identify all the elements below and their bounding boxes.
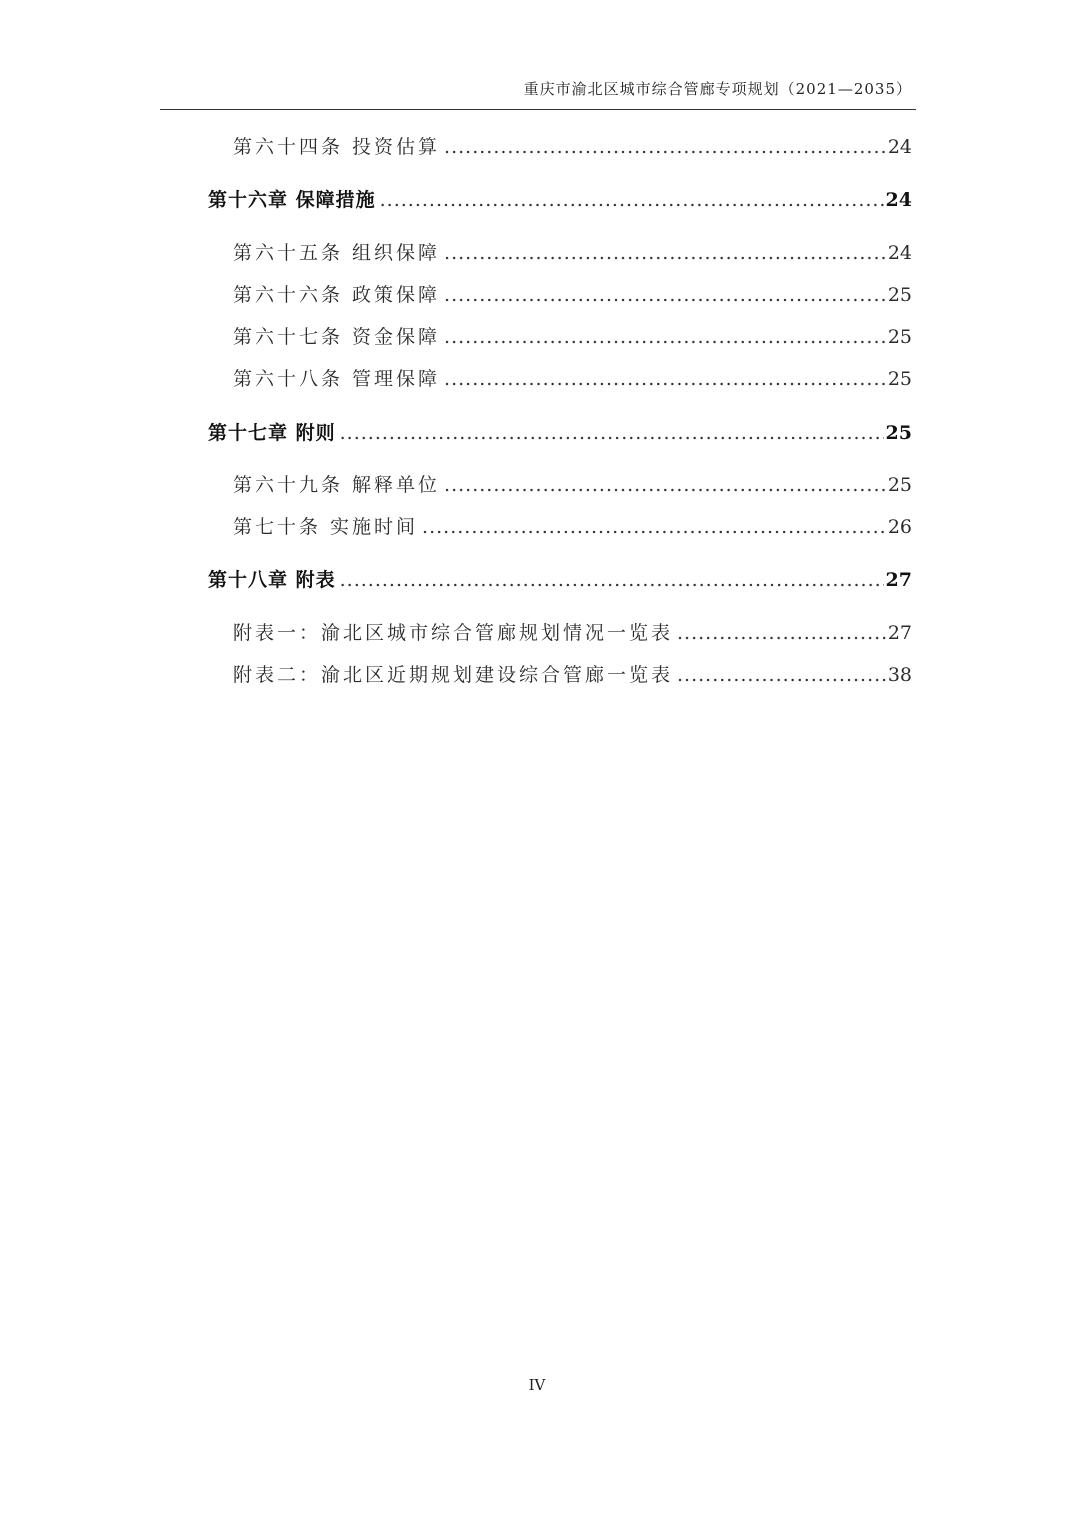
toc-entry-article-66[interactable] (233, 280, 912, 307)
toc-entry-chapter-18[interactable] (208, 565, 912, 592)
running-header: 重庆市渝北区城市综合管廊专项规划（2021—2035） (523, 80, 912, 98)
toc-entry-page: 24 (887, 136, 912, 158)
toc-entry-label: 第六十四条 投资估算 (233, 136, 441, 158)
toc-entry-page: 24 (887, 242, 912, 264)
dot-leader (444, 242, 886, 264)
toc-entry-label: 第十七章 附则 (208, 422, 336, 444)
toc-entry-article-64[interactable] (233, 132, 912, 159)
toc-entry-article-69[interactable] (233, 470, 912, 497)
toc-entry-article-67[interactable] (233, 322, 912, 349)
toc-entry-label: 附表一：渝北区城市综合管廊规划情况一览表 (233, 622, 674, 644)
dot-leader (422, 516, 886, 538)
toc-entry-label: 第十八章 附表 (208, 569, 336, 591)
toc-entry-chapter-17[interactable] (208, 418, 912, 445)
toc-entry-page: 24 (885, 189, 912, 211)
dot-leader (444, 284, 886, 306)
toc-entry-label: 第六十六条 政策保障 (233, 284, 441, 306)
toc-entry-label: 第七十条 实施时间 (233, 516, 419, 538)
dot-leader (340, 422, 884, 444)
toc-entry-chapter-16[interactable] (208, 185, 912, 212)
toc-entry-article-65[interactable] (233, 238, 912, 265)
dot-leader (340, 569, 884, 591)
toc-entry-appendix-2[interactable] (233, 660, 912, 687)
toc-entry-page: 27 (885, 569, 912, 591)
toc-entry-label: 第六十七条 资金保障 (233, 326, 441, 348)
toc-entry-page: 25 (887, 284, 912, 306)
toc-entry-page: 25 (887, 326, 912, 348)
dot-leader (677, 622, 886, 644)
toc-entry-page: 25 (887, 474, 912, 496)
dot-leader (380, 189, 884, 211)
toc-entry-label: 第十六章 保障措施 (208, 189, 376, 211)
toc-entry-page: 25 (887, 368, 912, 390)
toc-entry-appendix-1[interactable] (233, 618, 912, 645)
dot-leader (444, 474, 886, 496)
dot-leader (677, 664, 886, 686)
toc-entry-label: 附表二：渝北区近期规划建设综合管廊一览表 (233, 664, 674, 686)
toc-entry-page: 38 (887, 664, 912, 686)
toc-entry-page: 27 (887, 622, 912, 644)
toc-entry-article-70[interactable] (233, 512, 912, 539)
header-divider (160, 109, 916, 110)
toc-entry-article-68[interactable] (233, 364, 912, 391)
toc-entry-page: 26 (887, 516, 912, 538)
toc-entry-label: 第六十五条 组织保障 (233, 242, 441, 264)
page-number: IV (528, 1376, 546, 1394)
dot-leader (444, 136, 886, 158)
dot-leader (444, 368, 886, 390)
toc-entry-page: 25 (885, 422, 912, 444)
toc-entry-label: 第六十九条 解释单位 (233, 474, 441, 496)
dot-leader (444, 326, 886, 348)
toc-entry-label: 第六十八条 管理保障 (233, 368, 441, 390)
